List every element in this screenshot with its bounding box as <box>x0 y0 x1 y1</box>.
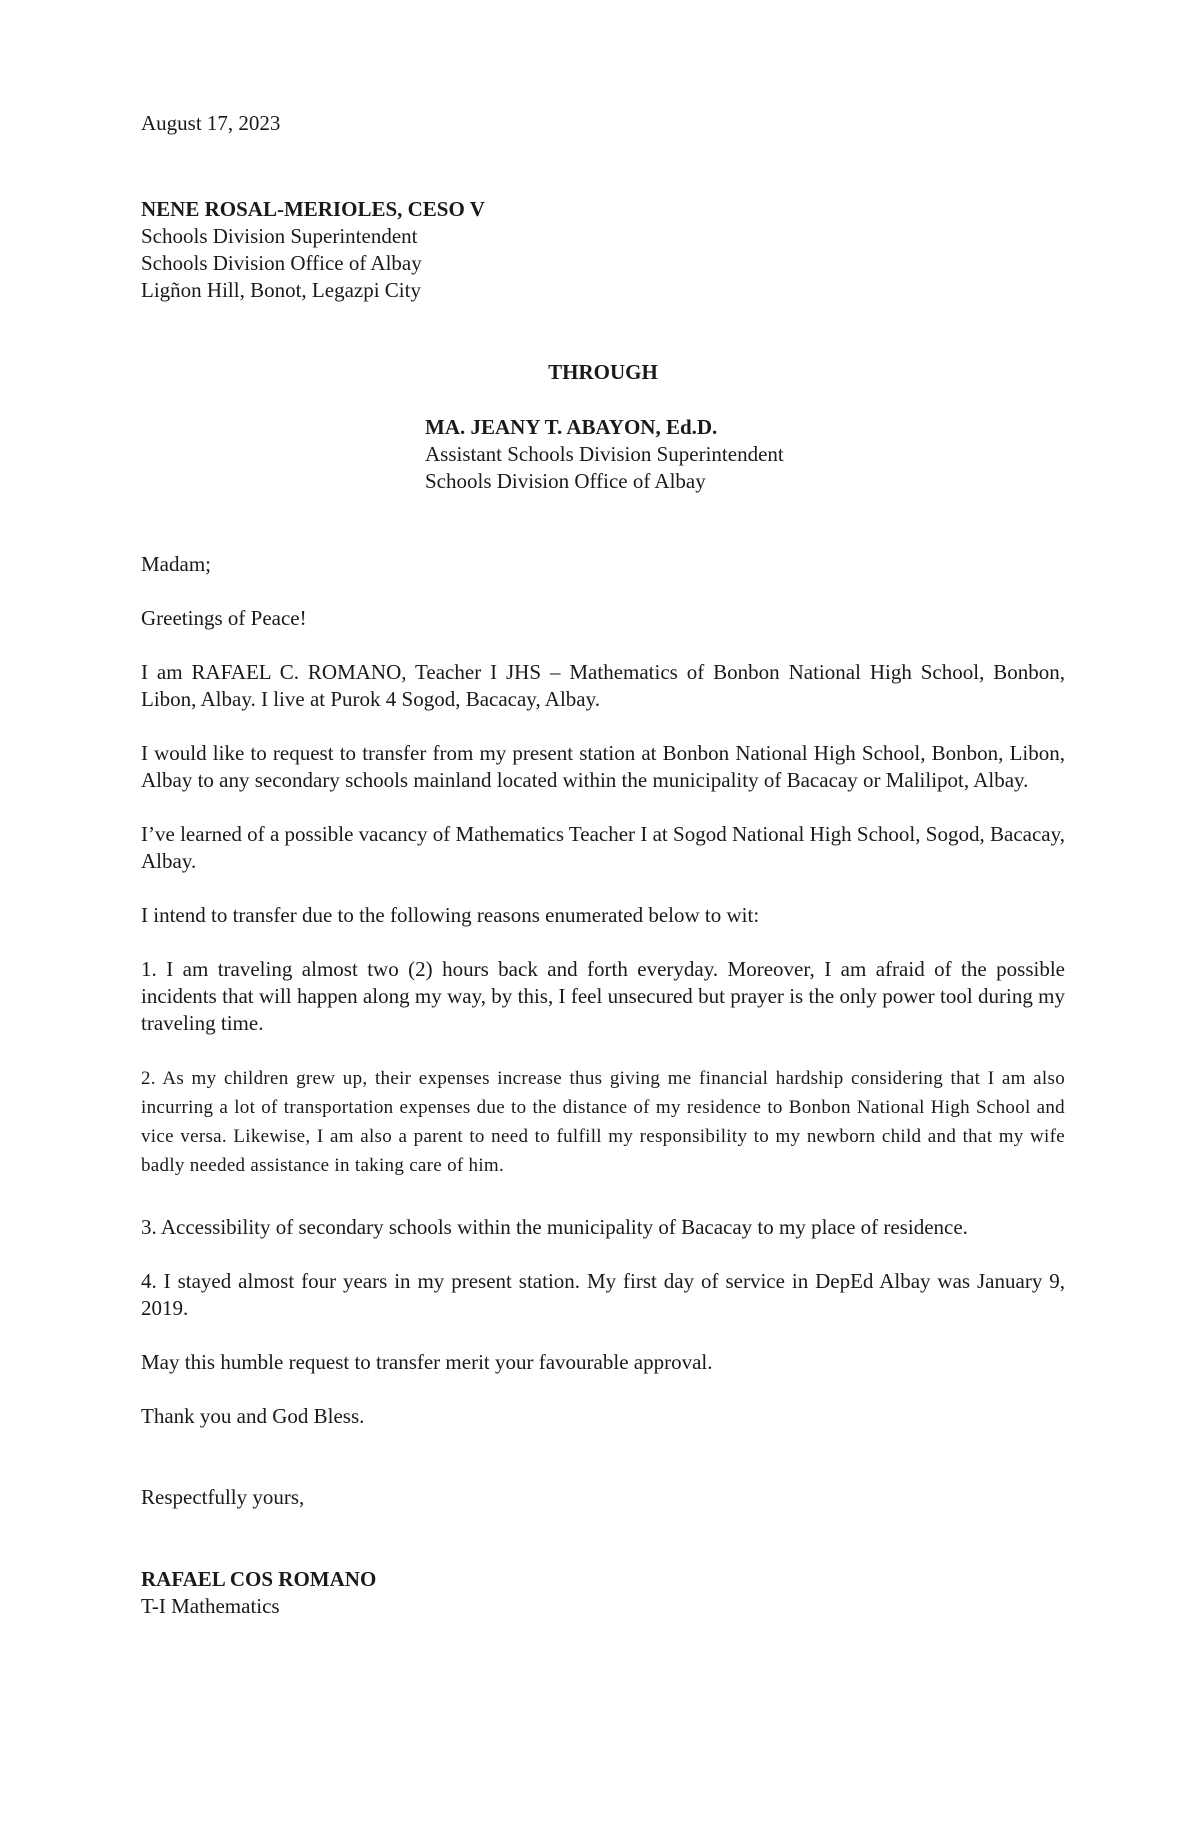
addressee-name: NENE ROSAL-MERIOLES, CESO V <box>141 197 485 221</box>
signatory-name: RAFAEL COS ROMANO <box>141 1567 377 1591</box>
through-block <box>141 359 1065 495</box>
reasons-intro: I intend to transfer due to the following reasons enumerated below to wit: <box>141 903 760 927</box>
vacancy-paragraph: I’ve learned of a possible vacancy of Mathematics Teacher I at Sogod National High School, Sogod, Bacacay, Albay. <box>141 822 1065 873</box>
letter-date: August 17, 2023 <box>141 111 281 135</box>
through-person <box>425 414 1065 495</box>
greeting: Greetings of Peace! <box>141 606 307 630</box>
addressee-address: Ligñon Hill, Bonot, Legazpi City <box>141 278 421 302</box>
addressee-block <box>141 196 1065 304</box>
signoff: Respectfully yours, <box>141 1485 305 1509</box>
intro-paragraph: I am RAFAEL C. ROMANO, Teacher I JHS – Mathematics of Bonbon National High School, Bonbon, Libon, Albay. I live at Purok 4 Sogod, Bacacay, Albay. <box>141 660 1065 711</box>
reason-item: 2. As my children grew up, their expenses increase thus giving me financial hardship considering that I am also incurring a lot of transportation expenses due to the distance of my residence to Bonbon National High School and vice versa. Likewise, I am also a parent to need to fulfill my responsibility to my newborn child and that my wife badly needed assistance in taking care of him. <box>141 1068 1065 1176</box>
thanks-line: Thank you and God Bless. <box>141 1404 365 1428</box>
through-label: THROUGH <box>548 360 658 384</box>
through-title: Assistant Schools Division Superintendent <box>425 442 784 466</box>
addressee-title: Schools Division Superintendent <box>141 224 418 248</box>
signatory-position: T-I Mathematics <box>141 1594 280 1618</box>
reason-item: 4. I stayed almost four years in my present station. My first day of service in DepEd Albay was January 9, 2019. <box>141 1269 1065 1320</box>
letter-page <box>141 110 1065 1620</box>
reason-item: 3. Accessibility of secondary schools within the municipality of Bacacay to my place of residence. <box>141 1215 968 1239</box>
signature-block <box>141 1566 1065 1620</box>
reason-item: 1. I am traveling almost two (2) hours back and forth everyday. Moreover, I am afraid of the possible incidents that will happen along my way, by this, I feel unsecured but prayer is the only power tool during my traveling time. <box>141 957 1065 1035</box>
addressee-office: Schools Division Office of Albay <box>141 251 422 275</box>
request-paragraph: I would like to request to transfer from my present station at Bonbon National High School, Bonbon, Libon, Albay to any secondary schools mainland located within the municipality of Bacacay or Malilipot, Albay. <box>141 741 1065 792</box>
through-office: Schools Division Office of Albay <box>425 469 706 493</box>
closing-request: May this humble request to transfer merit your favourable approval. <box>141 1350 713 1374</box>
through-name: MA. JEANY T. ABAYON, Ed.D. <box>425 415 718 439</box>
salutation: Madam; <box>141 552 211 576</box>
